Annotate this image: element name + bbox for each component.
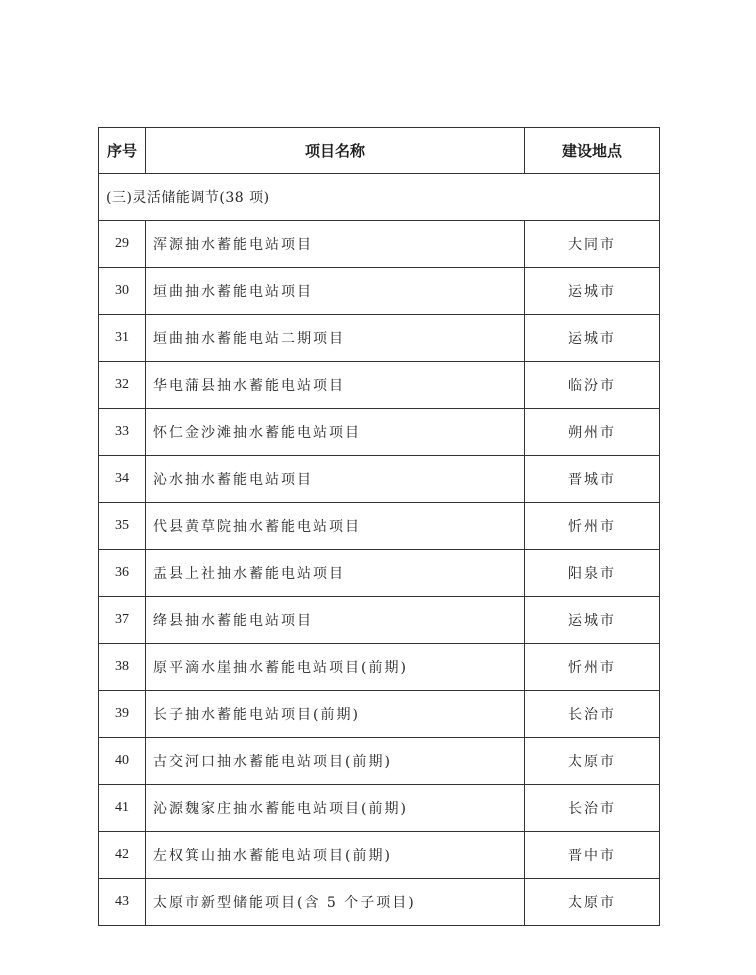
row-number: 43 xyxy=(99,879,146,926)
row-number: 31 xyxy=(99,315,146,362)
section-title: (三)灵活储能调节(38 项) xyxy=(99,174,660,221)
table-row xyxy=(99,409,660,456)
row-project-name: 浑源抽水蓄能电站项目 xyxy=(146,221,525,268)
row-location: 运城市 xyxy=(525,597,660,644)
row-location: 运城市 xyxy=(525,315,660,362)
table-row xyxy=(99,268,660,315)
table-row xyxy=(99,691,660,738)
table-header-row xyxy=(99,128,660,174)
row-number: 30 xyxy=(99,268,146,315)
row-location: 晋中市 xyxy=(525,832,660,879)
header-location: 建设地点 xyxy=(525,128,660,174)
row-location: 大同市 xyxy=(525,221,660,268)
table-row xyxy=(99,550,660,597)
row-number: 41 xyxy=(99,785,146,832)
row-project-name: 古交河口抽水蓄能电站项目(前期) xyxy=(146,738,525,785)
row-location: 朔州市 xyxy=(525,409,660,456)
row-project-name: 垣曲抽水蓄能电站二期项目 xyxy=(146,315,525,362)
row-project-name: 沁源魏家庄抽水蓄能电站项目(前期) xyxy=(146,785,525,832)
row-number: 34 xyxy=(99,456,146,503)
row-project-name: 左权箕山抽水蓄能电站项目(前期) xyxy=(146,832,525,879)
row-number: 36 xyxy=(99,550,146,597)
row-location: 长治市 xyxy=(525,691,660,738)
row-project-name: 绛县抽水蓄能电站项目 xyxy=(146,597,525,644)
row-project-name: 太原市新型储能项目(含 5 个子项目) xyxy=(146,879,525,926)
table-row xyxy=(99,315,660,362)
row-project-name: 华电蒲县抽水蓄能电站项目 xyxy=(146,362,525,409)
header-no: 序号 xyxy=(99,128,146,174)
row-location: 忻州市 xyxy=(525,644,660,691)
row-location: 忻州市 xyxy=(525,503,660,550)
row-project-name: 代县黄草院抽水蓄能电站项目 xyxy=(146,503,525,550)
row-number: 38 xyxy=(99,644,146,691)
table-row xyxy=(99,362,660,409)
table-row xyxy=(99,456,660,503)
header-name: 项目名称 xyxy=(146,128,525,174)
row-location: 运城市 xyxy=(525,268,660,315)
row-location: 临汾市 xyxy=(525,362,660,409)
row-number: 40 xyxy=(99,738,146,785)
row-project-name: 沁水抽水蓄能电站项目 xyxy=(146,456,525,503)
row-number: 33 xyxy=(99,409,146,456)
row-number: 37 xyxy=(99,597,146,644)
row-location: 太原市 xyxy=(525,879,660,926)
table-row xyxy=(99,738,660,785)
row-number: 32 xyxy=(99,362,146,409)
table-row xyxy=(99,832,660,879)
row-project-name: 长子抽水蓄能电站项目(前期) xyxy=(146,691,525,738)
row-project-name: 垣曲抽水蓄能电站项目 xyxy=(146,268,525,315)
row-number: 42 xyxy=(99,832,146,879)
section-row xyxy=(99,174,660,221)
table-row xyxy=(99,221,660,268)
row-location: 阳泉市 xyxy=(525,550,660,597)
row-project-name: 盂县上社抽水蓄能电站项目 xyxy=(146,550,525,597)
table-row xyxy=(99,597,660,644)
row-number: 39 xyxy=(99,691,146,738)
table-row xyxy=(99,879,660,926)
project-table xyxy=(98,127,660,926)
row-location: 太原市 xyxy=(525,738,660,785)
table-row xyxy=(99,503,660,550)
row-project-name: 原平滴水崖抽水蓄能电站项目(前期) xyxy=(146,644,525,691)
row-project-name: 怀仁金沙滩抽水蓄能电站项目 xyxy=(146,409,525,456)
row-location: 晋城市 xyxy=(525,456,660,503)
row-number: 35 xyxy=(99,503,146,550)
table-row xyxy=(99,785,660,832)
row-location: 长治市 xyxy=(525,785,660,832)
row-number: 29 xyxy=(99,221,146,268)
table-row xyxy=(99,644,660,691)
